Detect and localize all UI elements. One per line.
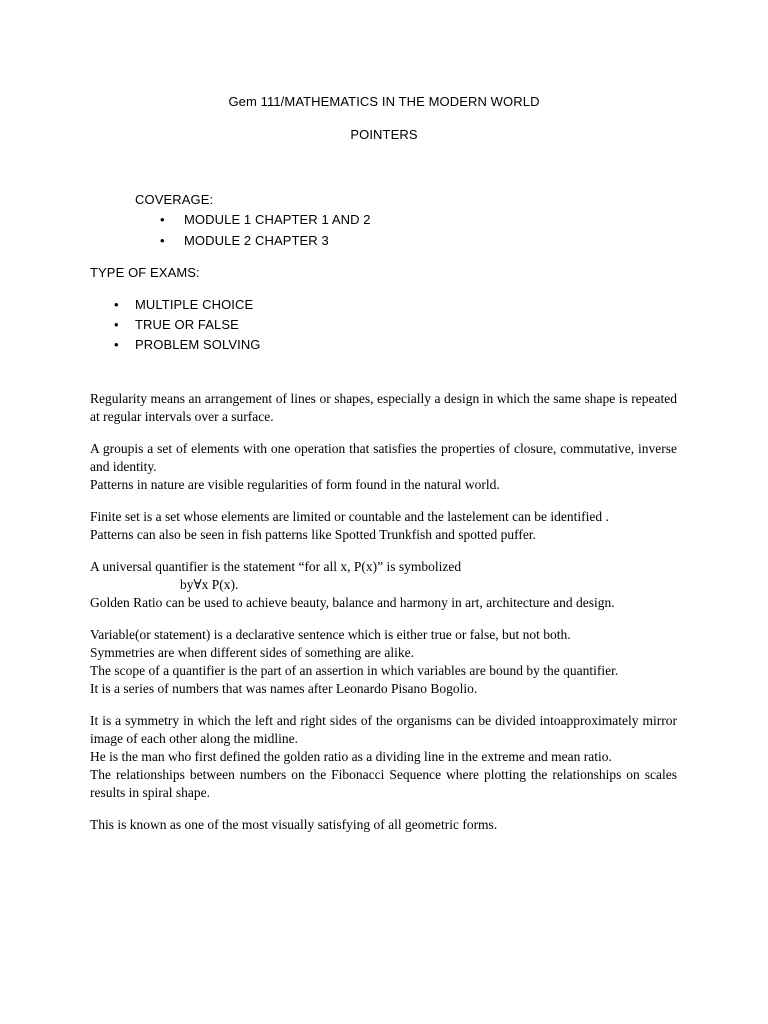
paragraph-variable: Variable(or statement) is a declarative sentence which is either true or false, but not both.	[90, 627, 571, 642]
coverage-item-text: MODULE 2 CHAPTER 3	[184, 233, 329, 248]
exams-item	[90, 317, 261, 337]
document-title: Gem 111/MATHEMATICS IN THE MODERN WORLD	[228, 94, 540, 109]
paragraph-regularity: Regularity means an arrangement of lines or shapes, especially a design in which the same shape is repeated at regular intervals over a surface.	[90, 391, 677, 424]
exams-item-text: PROBLEM SOLVING	[135, 337, 261, 352]
coverage-item	[135, 233, 371, 254]
paragraph-universal-quantifier: A universal quantifier is the statement “for all x, P(x)” is symbolized	[90, 559, 462, 574]
paragraph-visually-satisfying: This is known as one of the most visually satisfying of all geometric forms.	[90, 817, 498, 832]
exams-label: TYPE OF EXAMS:	[90, 265, 200, 280]
paragraph-golden-man: He is the man who first defined the golden ratio as a dividing line in the extreme and mean ratio.	[90, 749, 612, 764]
exams-item	[90, 297, 261, 317]
paragraph-scope: The scope of a quantifier is the part of an assertion in which variables are bound by the quantifier.	[90, 663, 619, 678]
paragraph-symmetries: Symmetries are when different sides of something are alike.	[90, 645, 415, 660]
paragraph-series: It is a series of numbers that was names after Leonardo Pisano Bogolio.	[90, 681, 478, 696]
coverage-item-text: MODULE 1 CHAPTER 1 AND 2	[184, 212, 371, 227]
bullet-icon: •	[114, 297, 119, 312]
paragraph-finite-set: Finite set is a set whose elements are limited or countable and the lastelement can be identified .	[90, 509, 609, 524]
paragraph-fish-patterns: Patterns can also be seen in fish patterns like Spotted Trunkfish and spotted puffer.	[90, 527, 536, 542]
coverage-list	[135, 212, 371, 254]
exams-item-text: MULTIPLE CHOICE	[135, 297, 254, 312]
document-body	[90, 390, 677, 834]
exams-item-text: TRUE OR FALSE	[135, 317, 239, 332]
paragraph-bilateral: It is a symmetry in which the left and right sides of the organisms can be divided intoapproximately mirror image of each other along the midline.	[90, 713, 677, 746]
coverage-section	[135, 192, 371, 254]
bullet-icon: •	[114, 337, 119, 352]
exams-item	[90, 337, 261, 357]
exams-list	[90, 297, 261, 357]
paragraph-fibonacci-relationships: The relationships between numbers on the Fibonacci Sequence where plotting the relationships on scales results in spiral shape.	[90, 767, 677, 800]
bullet-icon: •	[160, 233, 165, 248]
paragraph-universal-symbol: by∀x P(x).	[180, 577, 239, 592]
document-subtitle: POINTERS	[350, 127, 418, 142]
bullet-icon: •	[160, 212, 165, 227]
bullet-icon: •	[114, 317, 119, 332]
coverage-item	[135, 212, 371, 233]
paragraph-patterns-nature: Patterns in nature are visible regularities of form found in the natural world.	[90, 477, 500, 492]
coverage-label: COVERAGE:	[135, 192, 214, 207]
paragraph-group: A groupis a set of elements with one operation that satisfies the properties of closure, commutative, inverse and identity.	[90, 441, 677, 474]
paragraph-golden-ratio-use: Golden Ratio can be used to achieve beauty, balance and harmony in art, architecture and design.	[90, 595, 615, 610]
